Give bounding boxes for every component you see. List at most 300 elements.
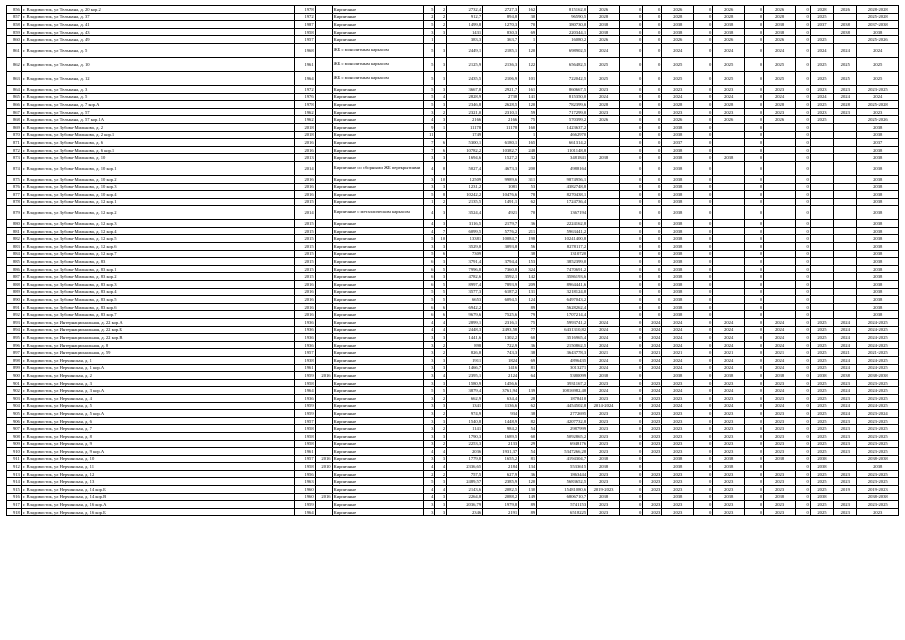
table-cell: 3	[423, 356, 435, 364]
table-cell: 0	[795, 486, 810, 494]
table-cell: 7525,6	[483, 311, 519, 319]
table-cell: 0	[643, 273, 662, 281]
table-cell: 4382748,8	[537, 183, 588, 191]
table-cell: 2	[435, 21, 447, 29]
table-cell: 0	[745, 387, 764, 395]
table-cell	[713, 288, 745, 296]
table-cell: 2024	[764, 364, 796, 372]
table-cell: 2023	[764, 108, 796, 116]
table-cell: 0	[795, 432, 810, 440]
table-cell: 0	[745, 220, 764, 228]
table-cell	[810, 206, 833, 220]
table-cell	[764, 311, 796, 319]
table-cell: 2024	[662, 402, 694, 410]
table-cell: Кирпичные	[332, 508, 423, 516]
table-cell: 2024	[764, 43, 796, 57]
table-cell	[764, 463, 796, 471]
table-cell: 2023	[662, 410, 694, 418]
table-cell: 1724736,4	[537, 198, 588, 206]
table-cell: 1962	[295, 108, 315, 116]
table-cell: Кирпичные	[332, 349, 423, 357]
table-cell: 3524,4	[447, 206, 483, 220]
table-cell: 862	[7, 57, 22, 71]
table-cell: 2025	[588, 57, 620, 71]
table-cell: 6	[435, 311, 447, 319]
table-cell: 9989,6	[483, 175, 519, 183]
table-cell: 0	[694, 417, 713, 425]
table-cell: 2025	[810, 394, 833, 402]
table-cell: г. Владивосток, ул Нерчинская, д. 13	[21, 478, 295, 486]
table-cell	[713, 123, 745, 131]
table-cell: 2023	[713, 410, 745, 418]
table-cell: 2143,6	[447, 486, 483, 494]
table-cell: 0	[694, 486, 713, 494]
table-cell: 2025	[810, 387, 833, 395]
table-cell: 4	[423, 206, 435, 220]
table-cell: 2024	[662, 43, 694, 57]
table-cell: 0	[694, 220, 713, 228]
table-cell: 1231,2	[447, 183, 483, 191]
table-cell	[588, 227, 620, 235]
table-cell: 2023	[588, 501, 620, 509]
table-cell: 248	[519, 146, 537, 154]
table-cell: 0	[694, 183, 713, 191]
table-row	[7, 116, 899, 124]
table-cell: 2025	[713, 71, 745, 85]
table-cell: 1958	[295, 379, 315, 387]
table-cell: 874	[7, 161, 22, 175]
table-row	[7, 243, 899, 251]
table-cell: 0	[795, 265, 810, 273]
table-cell	[834, 296, 857, 304]
table-cell: 2023	[588, 470, 620, 478]
table-cell: 2024	[713, 319, 745, 327]
table-cell: 2024	[764, 334, 796, 342]
table-row	[7, 410, 899, 418]
table-row	[7, 258, 899, 266]
table-cell: Кирпичные	[332, 455, 423, 463]
table-cell: 893	[7, 319, 22, 327]
table-row	[7, 131, 899, 139]
table-cell: 1958	[295, 28, 315, 36]
table-cell: 0	[643, 311, 662, 319]
table-cell: 2023	[662, 417, 694, 425]
table-cell: 2038	[662, 220, 694, 228]
table-cell: 882	[7, 235, 22, 243]
table-row	[7, 296, 899, 304]
table-cell: 4454502,8	[537, 402, 588, 410]
table-cell	[315, 227, 332, 235]
table-row	[7, 501, 899, 509]
table-cell	[315, 28, 332, 36]
table-cell: ЖБ с монолитным каркасом	[332, 43, 423, 57]
table-cell: 2037-2038	[857, 21, 899, 29]
table-cell: 0	[619, 486, 642, 494]
table-cell: 0	[643, 281, 662, 289]
table-cell: 7996,8	[447, 265, 483, 273]
table-cell: 4921	[483, 206, 519, 220]
table-cell	[643, 493, 662, 501]
table-cell: г. Владивосток, ул Зубова-Милькова, д. 12 кор.3	[21, 220, 295, 228]
table-cell: 1580,9	[447, 379, 483, 387]
table-cell: 0	[745, 303, 764, 311]
table-cell: 570399,2	[537, 116, 588, 124]
table-cell: Кирпичные	[332, 432, 423, 440]
table-cell: 9679,6	[447, 311, 483, 319]
table-cell	[315, 273, 332, 281]
table-row	[7, 508, 899, 516]
table-cell: Кирпичные	[332, 101, 423, 109]
table-cell	[764, 175, 796, 183]
table-cell: 82	[519, 417, 537, 425]
table-cell	[315, 139, 332, 147]
table-cell: 0	[619, 334, 642, 342]
table-cell: 0	[694, 21, 713, 29]
table-cell: 0	[694, 36, 713, 44]
table-cell: 2224162,8	[537, 220, 588, 228]
table-cell: 2023-2025	[857, 470, 899, 478]
table-cell: 815162,0	[537, 6, 588, 14]
table-cell: 2024	[643, 341, 662, 349]
table-cell: 2016	[315, 372, 332, 380]
table-cell: 5	[423, 250, 435, 258]
table-cell: 6518225	[537, 508, 588, 516]
table-cell: 0	[745, 273, 764, 281]
table-cell	[315, 220, 332, 228]
table-cell: 2	[435, 108, 447, 116]
table-cell	[764, 191, 796, 199]
table-cell: 54	[519, 425, 537, 433]
table-cell	[834, 146, 857, 154]
table-cell: 2	[435, 394, 447, 402]
table-cell	[315, 116, 332, 124]
table-cell: 6099,5	[447, 227, 483, 235]
table-cell: 2025	[834, 57, 857, 71]
table-cell: Кирпичные	[332, 341, 423, 349]
table-cell: 0	[795, 28, 810, 36]
table-cell: 916	[7, 493, 22, 501]
table-cell: 2038	[662, 175, 694, 183]
table-cell: 2025	[764, 71, 796, 85]
table-cell: Кирпичные	[332, 440, 423, 448]
table-cell: 0	[795, 101, 810, 109]
table-cell: Кирпичные	[332, 288, 423, 296]
table-cell: 2024	[713, 341, 745, 349]
table-cell: 2019-2023	[588, 486, 620, 494]
table-cell: 1863444	[537, 470, 588, 478]
table-cell: 865	[7, 93, 22, 101]
table-cell: 1499,8	[447, 21, 483, 29]
table-cell	[315, 486, 332, 494]
table-row	[7, 387, 899, 395]
table-cell: 0	[745, 364, 764, 372]
table-cell: 2024	[643, 326, 662, 334]
table-cell: 2021-2025	[857, 349, 899, 357]
table-cell	[588, 146, 620, 154]
table-cell: 863	[7, 71, 22, 85]
table-cell: 4673,3	[483, 161, 519, 175]
table-row	[7, 57, 899, 71]
table-cell: 2828,9	[447, 93, 483, 101]
table-cell: 2024	[764, 387, 796, 395]
table-cell: 910	[7, 448, 22, 456]
table-row	[7, 478, 899, 486]
table-cell	[315, 13, 332, 21]
table-cell: 2038	[857, 281, 899, 289]
table-cell: 2037	[810, 21, 833, 29]
table-cell	[834, 131, 857, 139]
table-cell: 2024	[713, 356, 745, 364]
table-cell: 2023	[662, 486, 694, 494]
table-cell: 0	[643, 21, 662, 29]
table-cell: Кирпичные	[332, 6, 423, 14]
table-cell: г. Владивосток, ул Зубова-Милькова, д. 10 кор.4	[21, 191, 295, 199]
table-cell: 0	[643, 220, 662, 228]
table-cell	[834, 303, 857, 311]
table-cell: 4	[435, 372, 447, 380]
table-cell	[834, 288, 857, 296]
table-cell: 2023	[810, 108, 833, 116]
table-cell: 2016	[295, 191, 315, 199]
table-cell: 2038	[662, 265, 694, 273]
table-cell: 0	[694, 101, 713, 109]
table-cell: 2025	[810, 448, 833, 456]
table-cell: 0	[745, 183, 764, 191]
table-cell: 2025	[810, 101, 833, 109]
table-cell	[315, 258, 332, 266]
table-cell: 2124	[483, 372, 519, 380]
table-row	[7, 319, 899, 327]
table-cell: 0	[643, 191, 662, 199]
table-cell: 698902,5	[537, 43, 588, 57]
table-cell	[810, 265, 833, 273]
table-cell: 2016	[295, 311, 315, 319]
table-cell	[834, 13, 857, 21]
table-cell: 324	[519, 265, 537, 273]
table-cell: 2024	[764, 356, 796, 364]
table-cell: 2025	[810, 501, 833, 509]
table-cell: 897	[7, 349, 22, 357]
table-cell	[764, 303, 796, 311]
table-cell: 2016	[295, 139, 315, 147]
table-cell: 142	[519, 273, 537, 281]
table-cell: 2038	[857, 243, 899, 251]
table-row	[7, 227, 899, 235]
table-cell: 2038	[662, 28, 694, 36]
table-cell: 888	[7, 281, 22, 289]
table-cell: 1302,2	[483, 334, 519, 342]
table-cell: 0	[694, 341, 713, 349]
table-cell: 0	[795, 334, 810, 342]
table-cell: 2038	[834, 28, 857, 36]
table-cell: 162	[519, 6, 537, 14]
table-row	[7, 36, 899, 44]
table-cell: 1694,6	[447, 154, 483, 162]
table-cell: Кирпичные	[332, 364, 423, 372]
table-cell: 60	[519, 432, 537, 440]
table-cell: 2	[435, 470, 447, 478]
table-cell: Кирпичные	[332, 235, 423, 243]
table-cell: 160	[519, 123, 537, 131]
table-cell: 2036	[447, 448, 483, 456]
table-cell	[315, 440, 332, 448]
table-cell: Кирпичные	[332, 227, 423, 235]
table-cell: 1958	[295, 425, 315, 433]
table-cell: 2025	[662, 71, 694, 85]
table-cell: 860667,5	[537, 85, 588, 93]
table-cell: 917	[7, 501, 22, 509]
table-cell: г. Владивосток, ул Нерчинская, д. 9 кор.А	[21, 448, 295, 456]
table-cell: Кирпичные	[332, 175, 423, 183]
table-cell: 2038	[662, 311, 694, 319]
table-cell: 7	[423, 139, 435, 147]
table-cell: 2015	[295, 235, 315, 243]
table-cell: 2024-2025	[857, 341, 899, 349]
table-cell: 5993741,2	[537, 319, 588, 327]
table-cell: 0	[619, 432, 642, 440]
table-cell: 0	[745, 116, 764, 124]
table-cell: 2023	[713, 448, 745, 456]
table-cell: 3	[435, 71, 447, 85]
table-cell	[483, 131, 519, 139]
table-cell: 0	[795, 311, 810, 319]
table-cell	[713, 265, 745, 273]
table-cell: 200	[519, 161, 537, 175]
table-cell: 2024-2025	[857, 326, 899, 334]
table-cell: 2016	[315, 493, 332, 501]
table-cell: 2015	[295, 227, 315, 235]
table-cell: 2023	[764, 486, 796, 494]
table-cell	[588, 243, 620, 251]
table-cell: 8	[435, 191, 447, 199]
table-cell	[315, 311, 332, 319]
table-cell	[315, 6, 332, 14]
table-cell: 0	[643, 303, 662, 311]
table-row	[7, 6, 899, 14]
table-cell: 878	[7, 198, 22, 206]
table-cell	[810, 250, 833, 258]
table-cell: 2024	[588, 387, 620, 395]
table-cell: Кирпичные	[332, 319, 423, 327]
table-cell: 2014	[295, 206, 315, 220]
table-cell: 1957	[295, 417, 315, 425]
table-cell: 10241400,8	[537, 235, 588, 243]
table-cell: 0	[643, 146, 662, 154]
table-cell: 3	[435, 258, 447, 266]
table-cell	[810, 220, 833, 228]
table-cell: 0	[795, 425, 810, 433]
table-cell	[588, 183, 620, 191]
table-cell: 4	[423, 319, 435, 327]
table-cell	[834, 175, 857, 183]
table-cell: 0	[745, 478, 764, 486]
table-cell: 0	[619, 116, 642, 124]
table-cell: 0	[619, 379, 642, 387]
table-cell: 0	[694, 402, 713, 410]
table-cell: 0	[619, 394, 642, 402]
table-cell: 0	[619, 501, 642, 509]
table-cell: 165	[519, 139, 537, 147]
table-cell: 0	[795, 123, 810, 131]
table-cell: 0	[795, 508, 810, 516]
table-cell: 1964	[295, 387, 315, 395]
table-cell: 0	[745, 154, 764, 162]
table-cell: 2023	[662, 470, 694, 478]
table-cell	[810, 288, 833, 296]
table-cell: 2021	[713, 349, 745, 357]
table-cell	[764, 250, 796, 258]
table-cell: 2021	[764, 349, 796, 357]
table-cell: 2025	[810, 478, 833, 486]
table-cell: 6942,2	[447, 303, 483, 311]
table-cell: 2493,58	[483, 326, 519, 334]
table-cell	[834, 227, 857, 235]
table-cell: 2135,5	[447, 198, 483, 206]
table-cell: 2023	[643, 448, 662, 456]
table-cell: 5	[423, 57, 435, 71]
table-cell: 0	[694, 116, 713, 124]
table-cell: 3643778,3	[537, 349, 588, 357]
table-cell: 3	[435, 101, 447, 109]
table-cell: 54	[519, 448, 537, 456]
table-cell	[588, 288, 620, 296]
table-cell: 2025	[810, 425, 833, 433]
table-cell: 0	[694, 243, 713, 251]
table-cell: 2025	[810, 349, 833, 357]
table-cell: 2732,4	[447, 6, 483, 14]
table-cell: г. Владивосток, ул Зубова-Милькова, д. 10	[21, 154, 295, 162]
table-cell: 0	[619, 123, 642, 131]
table-cell: 1367194	[537, 206, 588, 220]
table-cell: 2023	[643, 470, 662, 478]
table-cell	[834, 311, 857, 319]
table-cell: 0	[745, 432, 764, 440]
table-cell: 0	[619, 57, 642, 71]
table-row	[7, 356, 899, 364]
table-cell: 0	[745, 463, 764, 471]
table-cell: 6094,5	[483, 296, 519, 304]
table-cell: 0	[745, 410, 764, 418]
table-cell: 2023	[764, 425, 796, 433]
table-cell: 2024	[834, 356, 857, 364]
table-cell: 2015	[295, 250, 315, 258]
table-cell: 1423637,2	[537, 123, 588, 131]
table-cell: 2038	[857, 154, 899, 162]
table-cell: Кирпичные	[332, 379, 423, 387]
table-cell	[834, 183, 857, 191]
table-cell: 3	[435, 379, 447, 387]
table-cell: 30	[519, 13, 537, 21]
table-cell: 2028	[588, 101, 620, 109]
table-cell	[315, 161, 332, 175]
table-cell: 2024	[588, 93, 620, 101]
table-cell: 2024	[834, 402, 857, 410]
table-cell: г. Владивосток, ул Нерчинская, д. 14 кор.В	[21, 493, 295, 501]
table-cell: 0	[795, 394, 810, 402]
table-row	[7, 28, 899, 36]
table-cell: 2023	[643, 440, 662, 448]
table-cell: 0	[795, 6, 810, 14]
table-cell: 2025	[810, 402, 833, 410]
table-cell: 2023	[588, 379, 620, 387]
table-cell: 0	[745, 356, 764, 364]
table-cell	[588, 265, 620, 273]
table-cell	[588, 258, 620, 266]
table-cell: 1959	[295, 402, 315, 410]
table-cell: 1101148,8	[537, 146, 588, 154]
table-cell: 0	[745, 448, 764, 456]
table-cell: 0	[795, 206, 810, 220]
